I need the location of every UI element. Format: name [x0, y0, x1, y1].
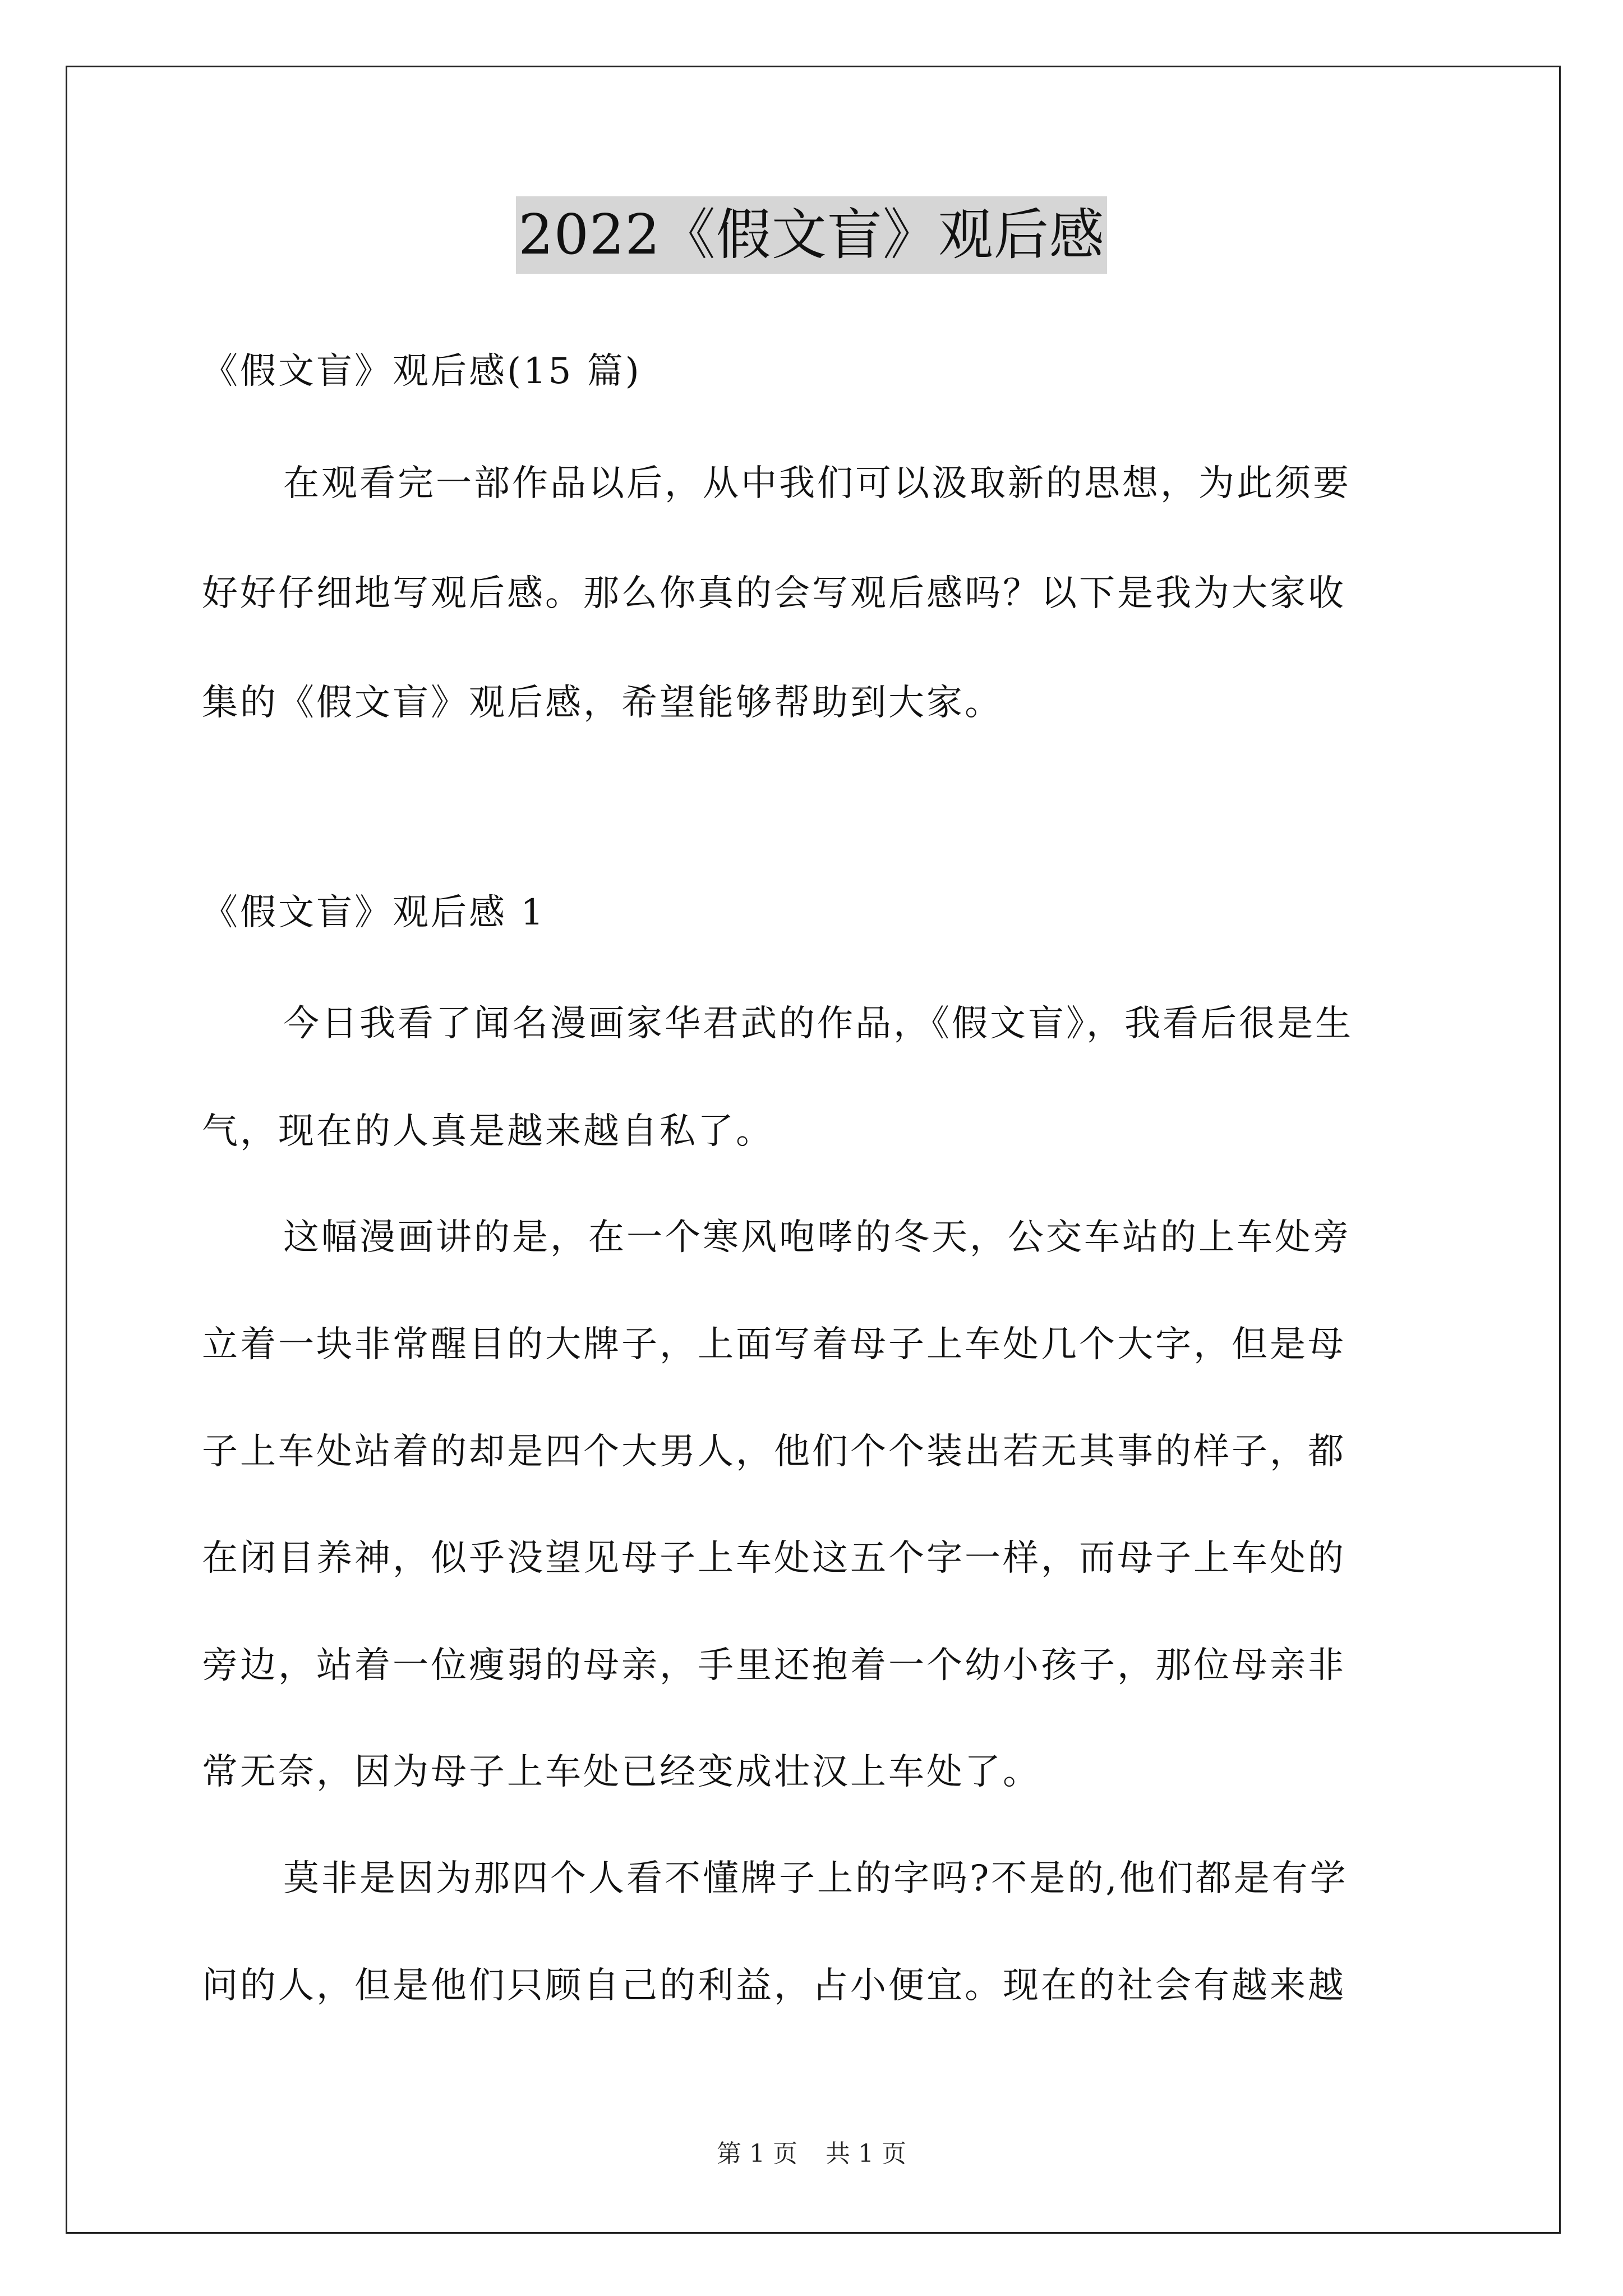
title-wrapper — [0, 196, 1623, 274]
section-heading: 《假文盲》观后感 1 — [202, 892, 546, 933]
intro-line-2: 好好仔细地写观后感。那么你真的会写观后感吗？以下是我为大家收 — [202, 573, 1346, 614]
document-subtitle: 《假文盲》观后感(15 篇) — [202, 351, 642, 392]
intro-line-3: 集的《假文盲》观后感，希望能够帮助到大家。 — [202, 682, 1003, 724]
page-footer — [0, 2138, 1623, 2170]
para2-line-4: 在闭目养神，似乎没望见母子上车处这五个字一样，而母子上车处的 — [202, 1538, 1346, 1579]
para2-line-6: 常无奈，因为母子上车处已经变成壮汉上车处了。 — [202, 1751, 1041, 1793]
document-title: 2022《假文盲》观后感 — [516, 196, 1106, 274]
para3-line-1: 莫非是因为那四个人看不懂牌子上的字吗?不是的,他们都是有学 — [283, 1858, 1348, 1899]
para2-line-2: 立着一块非常醒目的大牌子，上面写着母子上车处几个大字，但是母 — [202, 1324, 1346, 1365]
para2-line-3: 子上车处站着的却是四个大男人，他们个个装出若无其事的样子，都 — [202, 1431, 1346, 1473]
para1-line-2: 气，现在的人真是越来越自私了。 — [202, 1111, 774, 1152]
para3-line-2: 问的人，但是他们只顾自己的利益，占小便宜。现在的社会有越来越 — [202, 1965, 1346, 2007]
intro-line-1: 在观看完一部作品以后，从中我们可以汲取新的思想，为此须要 — [283, 463, 1351, 504]
page-number-current: 第 1 页 — [717, 2139, 797, 2168]
page-number-total: 共 1 页 — [826, 2139, 906, 2168]
para2-line-1: 这幅漫画讲的是，在一个寒风咆哮的冬天，公交车站的上车处旁 — [283, 1217, 1351, 1258]
para1-line-1: 今日我看了闻名漫画家华君武的作品，《假文盲》，我看后很是生 — [283, 1003, 1353, 1045]
para2-line-5: 旁边，站着一位瘦弱的母亲，手里还抱着一个幼小孩子，那位母亲非 — [202, 1645, 1346, 1686]
